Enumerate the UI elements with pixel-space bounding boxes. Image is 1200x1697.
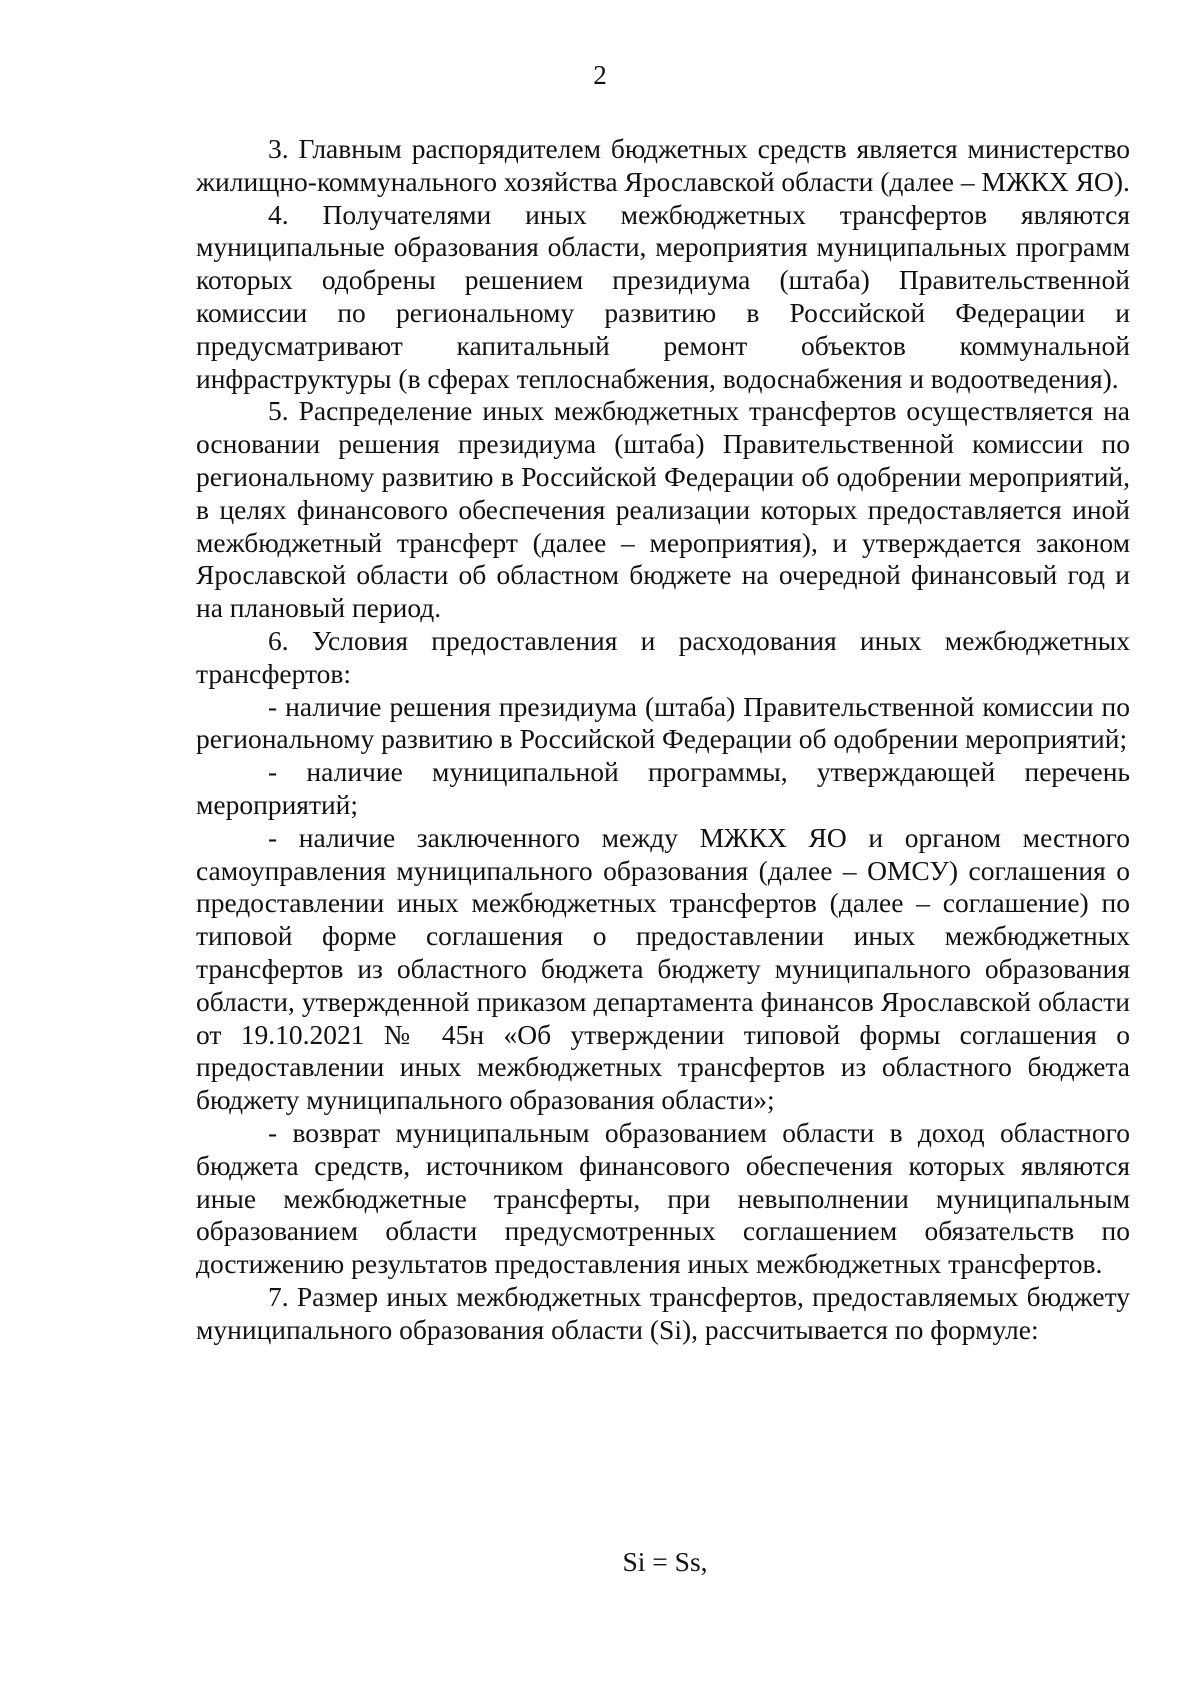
condition-item-4: - возврат муниципальным образованием области в доход областного бюджета средств, источником финансового обеспечения которых являются иные межбюджетные трансферты, при невыполнении муниципальным образованием области предусмотренных соглашением обязательств по достижению результатов предоставления иных межбюджетных трансфертов.: [196, 1116, 1130, 1280]
paragraph-5: 5. Распределение иных межбюджетных трансфертов осуществляется на основании решения президиума (штаба) Правительственной комиссии по региональному развитию в Российской Федерации об одобрении мероприятий, в целях финансового обеспечения реализации которых предоставляется иной межбюджетный трансферт (далее – мероприятия), и утверждается законом Ярославской области об областном бюджете на очередной финансовый год и на плановый период.: [196, 395, 1130, 624]
condition-item-1: - наличие решения президиума (штаба) Правительственной комиссии по региональному развитию в Российской Федерации об одобрении мероприятий;: [196, 690, 1130, 755]
document-body: [196, 133, 1130, 1346]
paragraph-6: 6. Условия предоставления и расходования иных межбюджетных трансфертов:: [196, 624, 1130, 689]
page-number: 2: [593, 60, 607, 90]
condition-item-3: - наличие заключенного между МЖКХ ЯО и органом местного самоуправления муниципального образования (далее – ОМСУ) соглашения о предоставлении иных межбюджетных трансфертов (далее – соглашение) по типовой форме соглашения о предоставлении иных межбюджетных трансфертов из областного бюджета бюджету муниципального образования области, утвержденной приказом департамента финансов Ярославской области от 19.10.2021 № 45н «Об утверждении типовой формы соглашения о предоставлении иных межбюджетных трансфертов из областного бюджета бюджету муниципального образования области»;: [196, 821, 1130, 1116]
paragraph-3: 3. Главным распорядителем бюджетных средств является министерство жилищно-коммунального хозяйства Ярославской области (далее – МЖКХ ЯО).: [196, 133, 1130, 197]
paragraph-7: 7. Размер иных межбюджетных трансфертов, предоставляемых бюджету муниципального образования области (Si), рассчитывается по формуле:: [196, 1280, 1130, 1345]
formula: Si = Ss,: [622, 1546, 708, 1577]
paragraph-4: 4. Получателями иных межбюджетных трансфертов являются муниципальные образования области, мероприятия муниципальных программ которых одобрены решением президиума (штаба) Правительственной комиссии по региональному развитию в Российской Федерации и предусматривают капитальный ремонт объектов коммунальной инфраструктуры (в сферах теплоснабжения, водоснабжения и водоотведения).: [196, 198, 1130, 394]
condition-item-2: - наличие муниципальной программы, утверждающей перечень мероприятий;: [196, 756, 1130, 820]
